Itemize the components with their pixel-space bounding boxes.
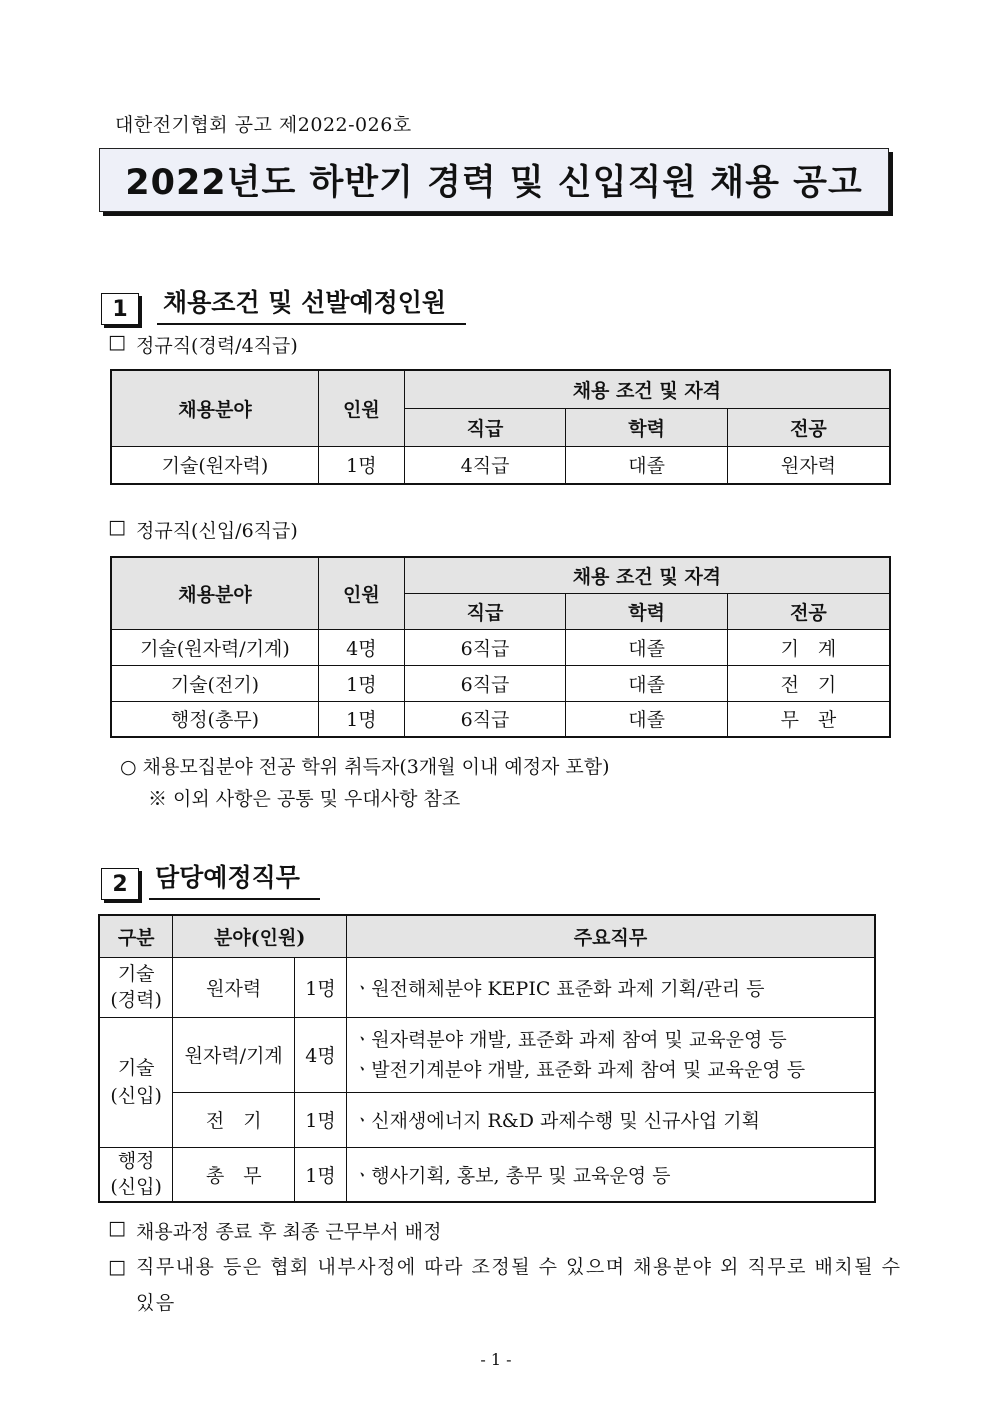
header-division: 구분 (99, 915, 173, 957)
table-new-hire (110, 556, 891, 738)
table-career (110, 369, 891, 485)
checkbox-square-icon: □ (108, 331, 126, 353)
header-count: 인원 (318, 370, 404, 446)
checkbox-square-icon: □ (108, 1217, 126, 1239)
section2-title: 담당예정직무 (149, 858, 320, 900)
notice-number: 대한전기협회 공고 제2022-026호 (115, 114, 412, 136)
section1-heading (101, 283, 466, 325)
section1-title: 채용조건 및 선발예정인원 (157, 283, 466, 325)
table-row: 기술(전기) 1명 6직급 대졸 전 기 (111, 665, 890, 701)
table-row: 행정(총무) 1명 6직급 대졸 무 관 (111, 701, 890, 737)
header-conditions: 채용 조건 및 자격 (404, 557, 890, 593)
header-count: 인원 (318, 557, 404, 629)
table-row: 기술(원자력/기계) 4명 6직급 대졸 기 계 (111, 629, 890, 665)
checkbox-square-icon: □ (108, 1256, 128, 1278)
note-degree: ○ 채용모집분야 전공 학위 취득자(3개월 이내 예정자 포함) (120, 756, 610, 778)
table-row: 기술 (경력) 원자력 1명 ㆍ원전해체분야 KEPIC 표준화 과제 기획/관리 등 (99, 957, 875, 1017)
page-number: - 1 - (480, 1350, 512, 1369)
header-field: 채용분야 (111, 370, 318, 446)
table-row: 기술(원자력) 1명 4직급 대졸 원자력 (111, 446, 890, 484)
bullet-adjustment: □ 직무내용 등은 협회 내부사정에 따라 조정될 수 있으며 채용분야 외 직무로 배치될 수 있음 (108, 1249, 908, 1321)
table-a-caption: □ 정규직(경력/4직급) (108, 331, 298, 357)
header-education: 학력 (566, 593, 728, 629)
table-duties (98, 914, 876, 1203)
header-field-count: 분야(인원) (173, 915, 347, 957)
header-conditions: 채용 조건 및 자격 (404, 370, 890, 408)
header-major: 전공 (727, 408, 890, 446)
table-b-caption: □ 정규직(신입/6직급) (108, 516, 298, 542)
page-title: 2022년도 하반기 경력 및 신입직원 채용 공고 (99, 148, 889, 212)
header-field: 채용분야 (111, 557, 318, 629)
checkbox-square-icon: □ (108, 516, 126, 538)
header-grade: 직급 (404, 593, 566, 629)
section1-number: 1 (101, 293, 139, 325)
table-row: 행정 (신입) 총 무 1명 ㆍ행사기획, 홍보, 총무 및 교육운영 등 (99, 1147, 875, 1202)
section2-number: 2 (101, 868, 139, 900)
header-major: 전공 (727, 593, 890, 629)
table-row: 전 기 1명 ㆍ신재생에너지 R&D 과제수행 및 신규사업 기획 (99, 1092, 875, 1147)
header-education: 학력 (566, 408, 728, 446)
bullet-assignment: □ 채용과정 종료 후 최종 근무부서 배정 (108, 1217, 442, 1243)
section2-heading (101, 858, 320, 900)
table-row: 기술 (신입) 원자력/기계 4명 ㆍ원자력분야 개발, 표준화 과제 참여 및 교육운영 등 ㆍ발전기계분야 개발, 표준화 과제 참여 및 교육운영 등 (99, 1017, 875, 1092)
header-grade: 직급 (404, 408, 566, 446)
note-reference: ※ 이외 사항은 공통 및 우대사항 참조 (148, 788, 461, 810)
header-duties: 주요직무 (346, 915, 875, 957)
